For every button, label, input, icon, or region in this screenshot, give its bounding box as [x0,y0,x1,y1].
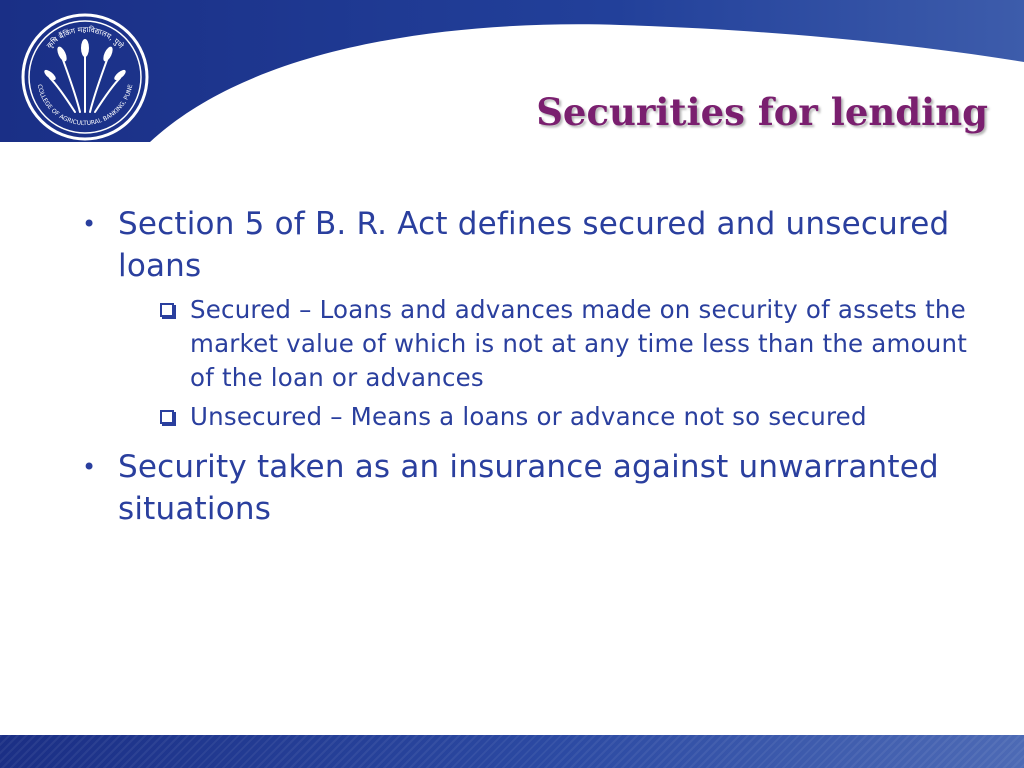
sub-bullet-text: Unsecured – Means a loans or advance not so secured [190,402,867,431]
footer-pattern [0,735,1024,768]
checkbox-bullet-icon [160,303,174,317]
slide-title: Securities for lending [536,90,988,134]
bullet-dot-icon: • [82,453,97,481]
sub-bullet-list [82,293,982,434]
bullet-text: Section 5 of B. R. Act defines secured and unsecured loans [118,206,950,284]
college-logo [20,12,150,142]
wheat-emblem-icon [43,39,128,112]
header-band [0,0,1024,160]
bullet-dot-icon: • [82,210,97,238]
bullet-item [82,203,982,287]
sub-bullet-text: Secured – Loans and advances made on security of assets the market value of which is not at any time less than the amount of the loan or advances [190,295,968,392]
logo-top-text: कृषि बैंकिंग महाविद्यालय, पुणे [44,24,126,51]
slide-body [82,203,982,542]
logo-bottom-text: COLLEGE OF AGRICULTURAL BANKING, PUNE [35,83,135,128]
bullet-text: Security taken as an insurance against unwarranted situations [118,449,939,527]
bullet-item [82,446,982,530]
footer-bar [0,735,1024,768]
sub-bullet-item [160,400,982,434]
checkbox-bullet-icon [160,410,174,424]
sub-bullet-item [160,293,982,395]
